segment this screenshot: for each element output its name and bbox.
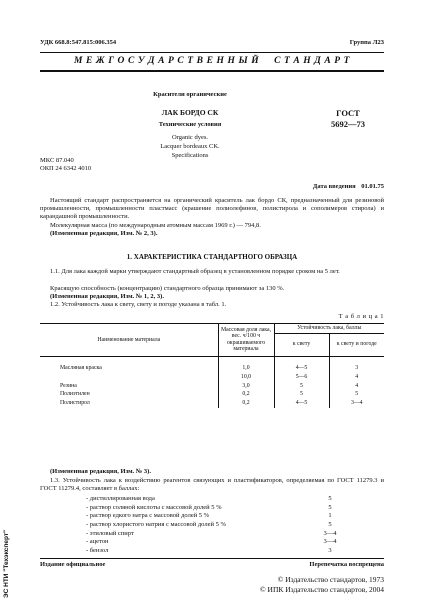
gost-number: 5692—73: [331, 119, 365, 129]
intro-amendment: (Измененная редакция, Изм. № 2, 3).: [50, 230, 158, 237]
copyright-2004: © ИПК Издательство стандартов, 2004: [259, 585, 384, 594]
clause-1-3: 1.3. Устойчивость лака к воздействию реагентов связующих и пластификаторов, определяемая по ГОСТ 11279.3 и ГОСТ 11279.4, составляет в баллах:: [40, 477, 384, 493]
mks-code: МКС 87.040: [40, 157, 74, 164]
clause-1-2: 1.2. Устойчивость лака к свету, свету и погоде указана в табл. 1.: [50, 301, 227, 308]
official-edition: Издание официальное: [40, 561, 106, 568]
list-item: - раствор соляной кислоты с массовой долей 5 % 5: [86, 503, 332, 511]
footer-rule: [40, 558, 384, 559]
clause-1-1-amendment: (Измененная редакция, Изм. № 1, 2, 3).: [50, 293, 164, 300]
english-title-1: Organic dyes.: [172, 134, 208, 141]
udk-code: УДК 668.8:547.815:006.354: [40, 39, 117, 46]
clause-1-1: 1.1. Для лака каждой марки утверждают стандартный образец в установленном порядке сроком на 5 лет.: [50, 268, 340, 275]
intro-date: [313, 183, 384, 191]
list-item: - этиловый спирт 3—4: [86, 529, 337, 537]
intro-date-label: Дата введения: [312, 183, 356, 190]
banner-rule: [40, 70, 384, 72]
english-title-2: Lacquer bordeaux CK.: [160, 143, 220, 150]
group-code: Группа Л23: [349, 39, 384, 46]
table-row: Полистирол 0,2 4—5 3—4: [40, 399, 384, 408]
reagent-list: [44, 495, 384, 556]
top-rule: [40, 52, 384, 53]
okp-code: ОКП 24 6342 4010: [40, 165, 92, 172]
gost-label: ГОСТ: [336, 108, 360, 118]
intro-paragraph: Настоящий стандарт распространяется на органический краситель лак бордо СК, предназначенный для резиновой промышленности, промышленности пластмасс (крашение полиолефинов, полистирола и сополимеров стирола) и карандашной промышленности.: [40, 197, 384, 221]
list-item: - бензол 3: [86, 547, 332, 555]
table-row: 10,0 5—6 4: [40, 373, 384, 382]
list-item: - ацетон 3—4: [86, 538, 337, 546]
table-caption: Т а б л и ц а 1: [338, 313, 384, 320]
list-item: - раствор едкого натра с массовой долей 5 % 1: [86, 512, 332, 520]
col-material-header: Наименование материала: [40, 324, 218, 357]
doc-category: Красители органические: [153, 91, 227, 98]
col-resistance-header: Устойчивость лака, баллы: [274, 324, 384, 334]
col-weather-header: к свету и погоде: [329, 333, 384, 356]
copyright-1973: © Издательство стандартов, 1973: [277, 575, 384, 584]
section-heading: 1. ХАРАКТЕРИСТИКА СТАНДАРТНОГО ОБРАЗЦА: [126, 253, 298, 261]
table-row: Полиэтилен 0,2 5 5: [40, 390, 384, 399]
intro-date-value: 01.01.75: [361, 183, 384, 190]
list-item: - дистиллированная вода 5: [86, 495, 332, 502]
table-1: [40, 323, 384, 408]
table-amendment: (Измененная редакция, Изм. № 3).: [50, 468, 151, 475]
table-row: Масляная краска 1,0 4—5 3: [40, 356, 384, 373]
english-title-3: Specifications: [171, 152, 209, 159]
clause-1-1-concentration: Красящую способность (концентрацию) стандартного образца принимают за 130 %.: [50, 285, 285, 292]
doc-title: ЛАК БОРДО СК: [161, 108, 219, 117]
side-stamp: ЭС НТИ "Техэксперт": [3, 529, 10, 598]
col-mass-header: Массовая доля лака, вес. ч/100 ч окрашиваемого материала: [218, 324, 274, 357]
table-row: Резина 3,0 5 4: [40, 382, 384, 391]
col-light-header: к свету: [274, 333, 329, 356]
doc-subtitle: Технические условия: [158, 121, 222, 128]
molecular-mass: Молекулярная масса (по международным атомным массам 1969 г.) — 794,8.: [50, 222, 261, 229]
standard-banner: М Е Ж Г О С У Д А Р С Т В Е Н Н Ы Й С Т А Н Д А Р Т: [73, 56, 351, 66]
reprint-notice: Перепечатка воспрещена: [309, 561, 384, 568]
list-item: - раствор хлористого натрия с массовой долей 5 % 5: [86, 521, 332, 529]
